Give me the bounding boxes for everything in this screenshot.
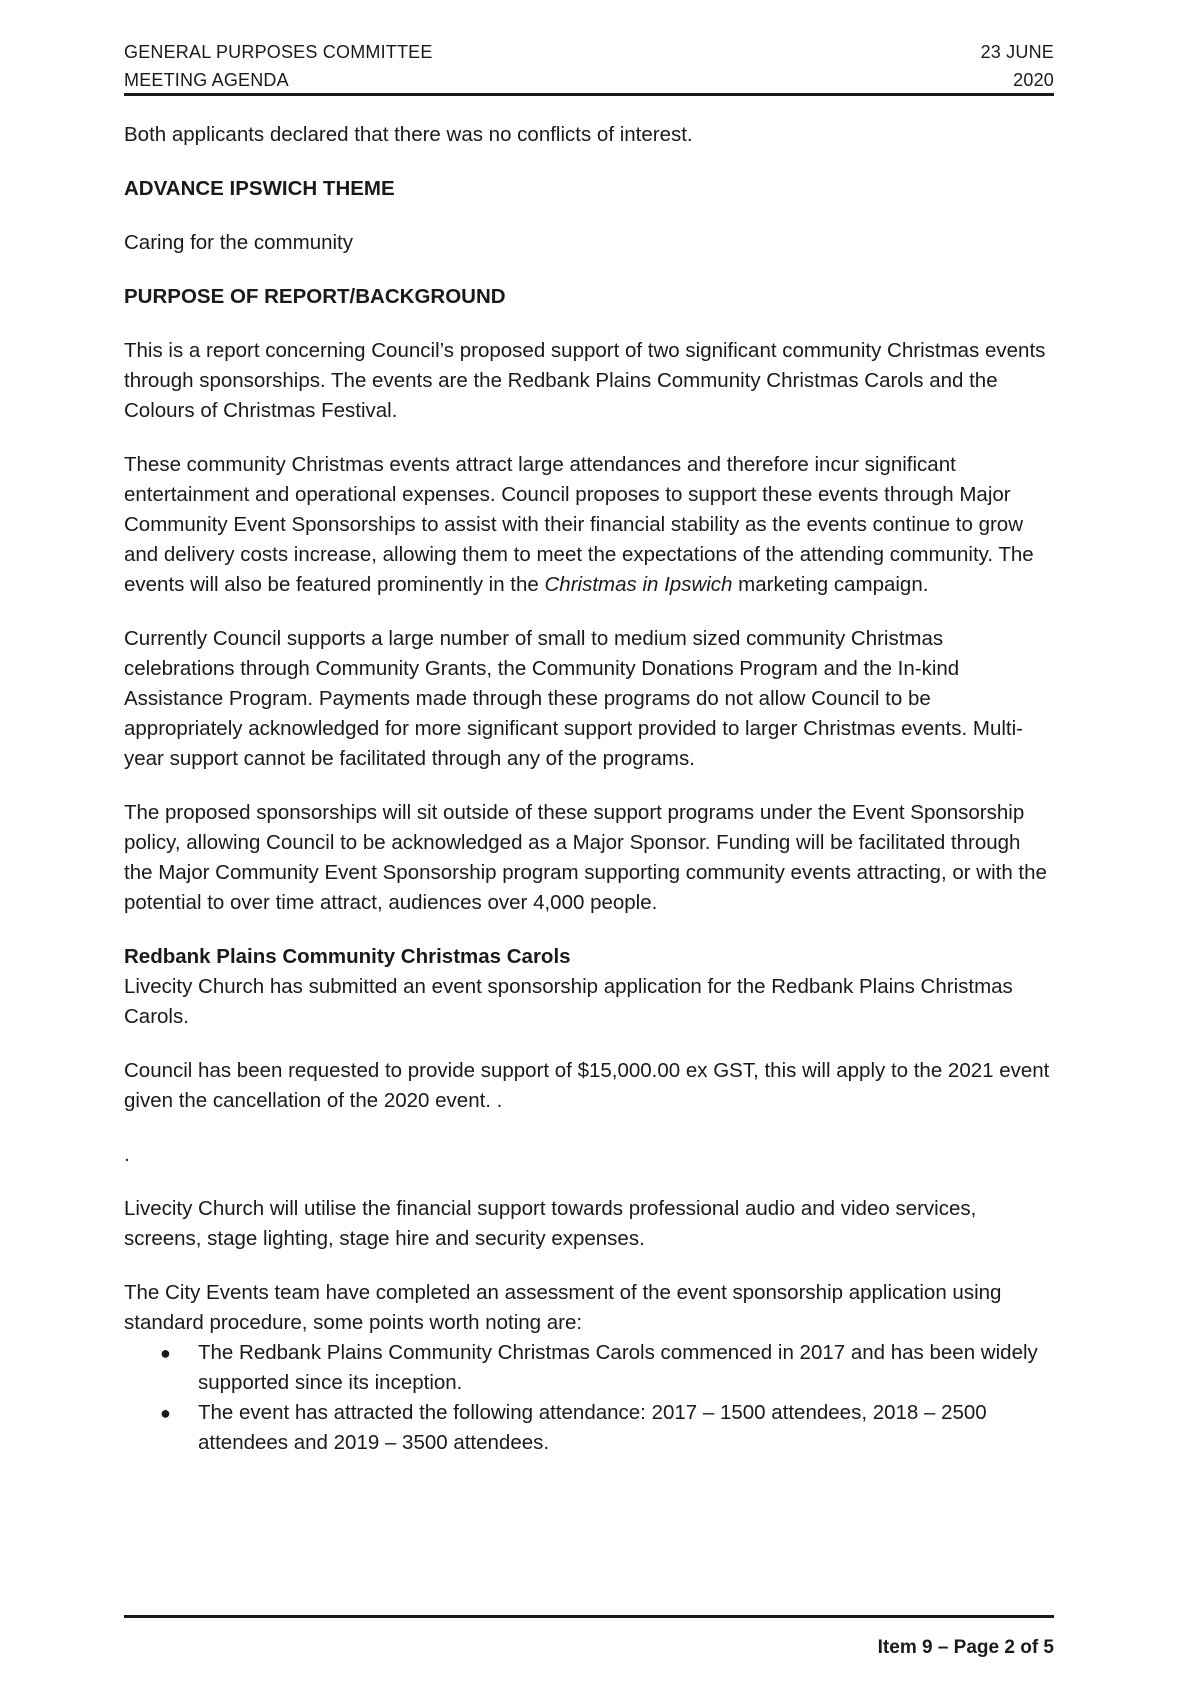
meeting-type: MEETING AGENDA	[124, 70, 289, 90]
purpose-paragraph-2-text-b: marketing campaign.	[732, 573, 929, 596]
committee-name: GENERAL PURPOSES COMMITTEE	[124, 42, 433, 62]
redbank-paragraph-3: Livecity Church will utilise the financial support towards professional audio and video services, screens, stage lighting, stage hire and security expenses.	[124, 1197, 977, 1250]
purpose-paragraph-1: This is a report concerning Council’s proposed support of two significant community Christmas events through sponsorships. The events are the Redbank Plains Community Christmas Carols and the Colours of Christmas Festival.	[124, 339, 1046, 422]
stray-dot: .	[124, 1143, 130, 1166]
footer-divider	[124, 1615, 1054, 1618]
assessment-points-list	[124, 1338, 1054, 1458]
theme-heading: ADVANCE IPSWICH THEME	[124, 177, 395, 200]
header-left	[124, 38, 433, 94]
campaign-name: Christmas in Ipswich	[544, 573, 733, 596]
list-item-text: The event has attracted the following attendance: 2017 – 1500 attendees, 2018 – 2500 attendees and 2019 – 3500 attendees.	[198, 1401, 987, 1454]
meeting-year: 2020	[1013, 70, 1054, 90]
list-item	[124, 1338, 1054, 1398]
document-page	[124, 0, 1054, 1688]
redbank-paragraph-2: Council has been requested to provide support of $15,000.00 ex GST, this will apply to the 2021 event given the cancellation of the 2020 event. .	[124, 1059, 1050, 1112]
meeting-date: 23 JUNE	[980, 42, 1054, 62]
redbank-heading: Redbank Plains Community Christmas Carols	[124, 945, 571, 968]
purpose-heading: PURPOSE OF REPORT/BACKGROUND	[124, 285, 506, 308]
header-divider	[124, 93, 1054, 96]
declaration-paragraph: Both applicants declared that there was no conflicts of interest.	[124, 123, 693, 146]
redbank-paragraph-1: Livecity Church has submitted an event sponsorship application for the Redbank Plains Christmas Carols.	[124, 975, 1013, 1028]
redbank-section	[124, 942, 1054, 1032]
redbank-paragraph-4: The City Events team have completed an assessment of the event sponsorship application using standard procedure, some points worth noting are:	[124, 1281, 1002, 1334]
purpose-paragraph-3: Currently Council supports a large number of small to medium sized community Christmas celebrations through Community Grants, the Community Donations Program and the In-kind Assistance Program. Payments made through these programs do not allow Council to be appropriately acknowledged for more significant support provided to larger Christmas events. Multi-year support cannot be facilitated through any of the programs.	[124, 627, 1024, 770]
document-body	[124, 120, 1054, 1458]
purpose-paragraph-4: The proposed sponsorships will sit outside of these support programs under the Event Sponsorship policy, allowing Council to be acknowledged as a Major Sponsor. Funding will be facilitated through the Major Community Event Sponsorship program supporting community events attracting, or with the potential to over time attract, audiences over 4,000 people.	[124, 801, 1047, 914]
purpose-paragraph-2	[124, 450, 1054, 600]
purpose-paragraph-2-text-a: These community Christmas events attract large attendances and therefore incur significant entertainment and operational expenses. Council proposes to support these events through Major Community Event Sponsorships to assist with their financial stability as the events continue to grow and delivery costs increase, allowing them to meet the expectations of the attending community. The events will also be featured prominently in the	[124, 453, 1034, 596]
page-header	[124, 38, 1054, 94]
page-number: Item 9 – Page 2 of 5	[877, 1637, 1054, 1658]
header-right	[981, 38, 1054, 94]
theme-paragraph: Caring for the community	[124, 231, 354, 254]
list-item	[124, 1398, 1054, 1458]
bullet-icon: ●	[160, 1343, 171, 1363]
bullet-icon: ●	[160, 1403, 171, 1423]
list-item-text: The Redbank Plains Community Christmas Carols commenced in 2017 and has been widely supported since its inception.	[198, 1341, 1038, 1394]
